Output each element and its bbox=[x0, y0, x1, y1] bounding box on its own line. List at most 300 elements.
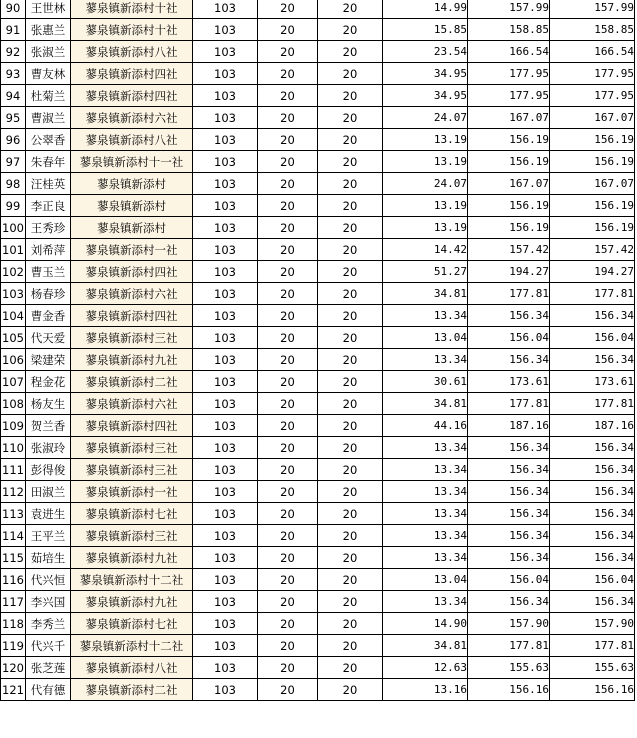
name-cell[interactable]: 朱春年 bbox=[26, 151, 71, 173]
amount-cell[interactable]: 13.34 bbox=[383, 525, 468, 547]
value-cell-1[interactable]: 103 bbox=[193, 85, 258, 107]
name-cell[interactable]: 杨春珍 bbox=[26, 283, 71, 305]
value-cell-2[interactable]: 20 bbox=[258, 19, 318, 41]
value-cell-1[interactable]: 103 bbox=[193, 107, 258, 129]
value-cell-3[interactable]: 20 bbox=[318, 151, 383, 173]
subtotal-cell[interactable]: 157.99 bbox=[468, 0, 550, 19]
value-cell-1[interactable]: 103 bbox=[193, 305, 258, 327]
value-cell-3[interactable]: 20 bbox=[318, 657, 383, 679]
total-cell[interactable]: 177.81 bbox=[550, 635, 635, 657]
subtotal-cell[interactable]: 157.90 bbox=[468, 613, 550, 635]
total-cell[interactable]: 158.85 bbox=[550, 19, 635, 41]
name-cell[interactable]: 代兴千 bbox=[26, 635, 71, 657]
value-cell-1[interactable]: 103 bbox=[193, 393, 258, 415]
subtotal-cell[interactable]: 177.81 bbox=[468, 393, 550, 415]
amount-cell[interactable]: 13.34 bbox=[383, 547, 468, 569]
value-cell-1[interactable]: 103 bbox=[193, 481, 258, 503]
total-cell[interactable]: 156.34 bbox=[550, 437, 635, 459]
amount-cell[interactable]: 34.95 bbox=[383, 85, 468, 107]
value-cell-1[interactable]: 103 bbox=[193, 217, 258, 239]
value-cell-1[interactable]: 103 bbox=[193, 679, 258, 701]
row-number-cell[interactable]: 107 bbox=[1, 371, 26, 393]
value-cell-1[interactable]: 103 bbox=[193, 283, 258, 305]
subtotal-cell[interactable]: 167.07 bbox=[468, 173, 550, 195]
row-number-cell[interactable]: 121 bbox=[1, 679, 26, 701]
row-number-cell[interactable]: 120 bbox=[1, 657, 26, 679]
value-cell-3[interactable]: 20 bbox=[318, 305, 383, 327]
name-cell[interactable]: 张惠兰 bbox=[26, 19, 71, 41]
name-cell[interactable]: 公翠香 bbox=[26, 129, 71, 151]
row-number-cell[interactable]: 109 bbox=[1, 415, 26, 437]
address-cell[interactable]: 蓼泉镇新添村三社 bbox=[71, 459, 193, 481]
subtotal-cell[interactable]: 177.95 bbox=[468, 63, 550, 85]
value-cell-1[interactable]: 103 bbox=[193, 569, 258, 591]
total-cell[interactable]: 156.34 bbox=[550, 525, 635, 547]
row-number-cell[interactable]: 112 bbox=[1, 481, 26, 503]
value-cell-2[interactable]: 20 bbox=[258, 173, 318, 195]
subtotal-cell[interactable]: 156.34 bbox=[468, 305, 550, 327]
value-cell-3[interactable]: 20 bbox=[318, 437, 383, 459]
value-cell-1[interactable]: 103 bbox=[193, 327, 258, 349]
value-cell-2[interactable]: 20 bbox=[258, 393, 318, 415]
amount-cell[interactable]: 13.16 bbox=[383, 679, 468, 701]
address-cell[interactable]: 蓼泉镇新添村二社 bbox=[71, 371, 193, 393]
total-cell[interactable]: 156.34 bbox=[550, 591, 635, 613]
value-cell-3[interactable]: 20 bbox=[318, 129, 383, 151]
row-number-cell[interactable]: 103 bbox=[1, 283, 26, 305]
row-number-cell[interactable]: 108 bbox=[1, 393, 26, 415]
value-cell-1[interactable]: 103 bbox=[193, 63, 258, 85]
table-row bbox=[1, 151, 635, 173]
value-cell-2[interactable]: 20 bbox=[258, 63, 318, 85]
address-cell[interactable]: 蓼泉镇新添村七社 bbox=[71, 613, 193, 635]
value-cell-3[interactable]: 20 bbox=[318, 679, 383, 701]
amount-cell[interactable]: 51.27 bbox=[383, 261, 468, 283]
value-cell-3[interactable]: 20 bbox=[318, 239, 383, 261]
row-number-cell[interactable]: 115 bbox=[1, 547, 26, 569]
subtotal-cell[interactable]: 177.81 bbox=[468, 635, 550, 657]
name-cell[interactable]: 茹培生 bbox=[26, 547, 71, 569]
row-number-cell[interactable]: 100 bbox=[1, 217, 26, 239]
table-row bbox=[1, 261, 635, 283]
row-number-cell[interactable]: 119 bbox=[1, 635, 26, 657]
name-cell[interactable]: 王平兰 bbox=[26, 525, 71, 547]
value-cell-2[interactable]: 20 bbox=[258, 349, 318, 371]
name-cell[interactable]: 贺兰香 bbox=[26, 415, 71, 437]
value-cell-2[interactable]: 20 bbox=[258, 107, 318, 129]
address-cell[interactable]: 蓼泉镇新添村二社 bbox=[71, 679, 193, 701]
address-cell[interactable]: 蓼泉镇新添村三社 bbox=[71, 525, 193, 547]
row-number-cell[interactable]: 91 bbox=[1, 19, 26, 41]
subtotal-cell[interactable]: 167.07 bbox=[468, 107, 550, 129]
subtotal-cell[interactable]: 156.19 bbox=[468, 151, 550, 173]
total-cell[interactable]: 177.95 bbox=[550, 85, 635, 107]
subtotal-cell[interactable]: 156.34 bbox=[468, 525, 550, 547]
row-number-cell[interactable]: 92 bbox=[1, 41, 26, 63]
table-row bbox=[1, 349, 635, 371]
subtotal-cell[interactable]: 156.34 bbox=[468, 349, 550, 371]
value-cell-2[interactable]: 20 bbox=[258, 305, 318, 327]
amount-cell[interactable]: 13.34 bbox=[383, 503, 468, 525]
value-cell-2[interactable]: 20 bbox=[258, 437, 318, 459]
amount-cell[interactable]: 15.85 bbox=[383, 19, 468, 41]
value-cell-1[interactable]: 103 bbox=[193, 129, 258, 151]
total-cell[interactable]: 156.34 bbox=[550, 547, 635, 569]
value-cell-3[interactable]: 20 bbox=[318, 261, 383, 283]
subtotal-cell[interactable]: 156.19 bbox=[468, 217, 550, 239]
value-cell-3[interactable]: 20 bbox=[318, 107, 383, 129]
total-cell[interactable]: 177.95 bbox=[550, 63, 635, 85]
value-cell-1[interactable]: 103 bbox=[193, 261, 258, 283]
total-cell[interactable]: 156.19 bbox=[550, 195, 635, 217]
address-cell[interactable]: 蓼泉镇新添村九社 bbox=[71, 349, 193, 371]
amount-cell[interactable]: 13.19 bbox=[383, 195, 468, 217]
name-cell[interactable]: 程金花 bbox=[26, 371, 71, 393]
value-cell-3[interactable]: 20 bbox=[318, 591, 383, 613]
amount-cell[interactable]: 23.54 bbox=[383, 41, 468, 63]
row-number-cell[interactable]: 90 bbox=[1, 0, 26, 19]
address-cell[interactable]: 蓼泉镇新添村九社 bbox=[71, 547, 193, 569]
row-number-cell[interactable]: 93 bbox=[1, 63, 26, 85]
value-cell-2[interactable]: 20 bbox=[258, 239, 318, 261]
amount-cell[interactable]: 13.34 bbox=[383, 459, 468, 481]
value-cell-2[interactable]: 20 bbox=[258, 613, 318, 635]
total-cell[interactable]: 157.42 bbox=[550, 239, 635, 261]
value-cell-2[interactable]: 20 bbox=[258, 547, 318, 569]
value-cell-1[interactable]: 103 bbox=[193, 151, 258, 173]
value-cell-1[interactable]: 103 bbox=[193, 437, 258, 459]
name-cell[interactable]: 杨友生 bbox=[26, 393, 71, 415]
value-cell-1[interactable]: 103 bbox=[193, 635, 258, 657]
total-cell[interactable]: 156.16 bbox=[550, 679, 635, 701]
value-cell-3[interactable]: 20 bbox=[318, 371, 383, 393]
value-cell-2[interactable]: 20 bbox=[258, 41, 318, 63]
table-row bbox=[1, 85, 635, 107]
name-cell[interactable]: 曹金香 bbox=[26, 305, 71, 327]
total-cell[interactable]: 194.27 bbox=[550, 261, 635, 283]
amount-cell[interactable]: 13.34 bbox=[383, 305, 468, 327]
address-cell[interactable]: 蓼泉镇新添村八社 bbox=[71, 41, 193, 63]
total-cell[interactable]: 156.34 bbox=[550, 481, 635, 503]
total-cell[interactable]: 177.81 bbox=[550, 283, 635, 305]
value-cell-1[interactable]: 103 bbox=[193, 547, 258, 569]
value-cell-3[interactable]: 20 bbox=[318, 85, 383, 107]
value-cell-1[interactable]: 103 bbox=[193, 19, 258, 41]
row-number-cell[interactable]: 114 bbox=[1, 525, 26, 547]
subtotal-cell[interactable]: 156.04 bbox=[468, 327, 550, 349]
subtotal-cell[interactable]: 155.63 bbox=[468, 657, 550, 679]
amount-cell[interactable]: 24.07 bbox=[383, 173, 468, 195]
row-number-cell[interactable]: 105 bbox=[1, 327, 26, 349]
amount-cell[interactable]: 34.81 bbox=[383, 283, 468, 305]
value-cell-2[interactable]: 20 bbox=[258, 217, 318, 239]
address-cell[interactable]: 蓼泉镇新添村七社 bbox=[71, 503, 193, 525]
address-cell[interactable]: 蓼泉镇新添村 bbox=[71, 173, 193, 195]
amount-cell[interactable]: 24.07 bbox=[383, 107, 468, 129]
value-cell-1[interactable]: 103 bbox=[193, 415, 258, 437]
value-cell-3[interactable]: 20 bbox=[318, 393, 383, 415]
table-row bbox=[1, 107, 635, 129]
amount-cell[interactable]: 13.34 bbox=[383, 591, 468, 613]
total-cell[interactable]: 156.34 bbox=[550, 349, 635, 371]
total-cell[interactable]: 156.19 bbox=[550, 129, 635, 151]
value-cell-3[interactable]: 20 bbox=[318, 459, 383, 481]
amount-cell[interactable]: 13.04 bbox=[383, 327, 468, 349]
value-cell-3[interactable]: 20 bbox=[318, 173, 383, 195]
total-cell[interactable]: 157.99 bbox=[550, 0, 635, 19]
row-number-cell[interactable]: 96 bbox=[1, 129, 26, 151]
total-cell[interactable]: 156.34 bbox=[550, 459, 635, 481]
name-cell[interactable]: 代兴恒 bbox=[26, 569, 71, 591]
subtotal-cell[interactable]: 187.16 bbox=[468, 415, 550, 437]
value-cell-3[interactable]: 20 bbox=[318, 613, 383, 635]
amount-cell[interactable]: 13.34 bbox=[383, 481, 468, 503]
name-cell[interactable]: 代天爱 bbox=[26, 327, 71, 349]
value-cell-1[interactable]: 103 bbox=[193, 459, 258, 481]
value-cell-1[interactable]: 103 bbox=[193, 195, 258, 217]
subtotal-cell[interactable]: 156.34 bbox=[468, 547, 550, 569]
table-row bbox=[1, 239, 635, 261]
value-cell-3[interactable]: 20 bbox=[318, 525, 383, 547]
value-cell-3[interactable]: 20 bbox=[318, 503, 383, 525]
row-number-cell[interactable]: 110 bbox=[1, 437, 26, 459]
row-number-cell[interactable]: 102 bbox=[1, 261, 26, 283]
value-cell-1[interactable]: 103 bbox=[193, 525, 258, 547]
value-cell-1[interactable]: 103 bbox=[193, 613, 258, 635]
name-cell[interactable]: 曹友林 bbox=[26, 63, 71, 85]
name-cell[interactable]: 李兴国 bbox=[26, 591, 71, 613]
amount-cell[interactable]: 13.19 bbox=[383, 217, 468, 239]
value-cell-3[interactable]: 20 bbox=[318, 195, 383, 217]
subtotal-cell[interactable]: 156.34 bbox=[468, 437, 550, 459]
address-cell[interactable]: 蓼泉镇新添村六社 bbox=[71, 393, 193, 415]
value-cell-2[interactable]: 20 bbox=[258, 371, 318, 393]
table-row bbox=[1, 195, 635, 217]
subtotal-cell[interactable]: 156.34 bbox=[468, 503, 550, 525]
subtotal-cell[interactable]: 177.81 bbox=[468, 283, 550, 305]
value-cell-2[interactable]: 20 bbox=[258, 195, 318, 217]
subtotal-cell[interactable]: 156.34 bbox=[468, 481, 550, 503]
total-cell[interactable]: 156.19 bbox=[550, 217, 635, 239]
amount-cell[interactable]: 34.81 bbox=[383, 393, 468, 415]
name-cell[interactable]: 汪桂英 bbox=[26, 173, 71, 195]
value-cell-1[interactable]: 103 bbox=[193, 41, 258, 63]
address-cell[interactable]: 蓼泉镇新添村四社 bbox=[71, 415, 193, 437]
value-cell-3[interactable]: 20 bbox=[318, 283, 383, 305]
subtotal-cell[interactable]: 156.19 bbox=[468, 129, 550, 151]
value-cell-1[interactable]: 103 bbox=[193, 239, 258, 261]
name-cell[interactable]: 刘希萍 bbox=[26, 239, 71, 261]
value-cell-2[interactable]: 20 bbox=[258, 0, 318, 19]
total-cell[interactable]: 156.04 bbox=[550, 327, 635, 349]
name-cell[interactable]: 王世林 bbox=[26, 0, 71, 19]
total-cell[interactable]: 166.54 bbox=[550, 41, 635, 63]
value-cell-3[interactable]: 20 bbox=[318, 569, 383, 591]
name-cell[interactable]: 田淑兰 bbox=[26, 481, 71, 503]
address-cell[interactable]: 蓼泉镇新添村四社 bbox=[71, 305, 193, 327]
subtotal-cell[interactable]: 166.54 bbox=[468, 41, 550, 63]
amount-cell[interactable]: 34.95 bbox=[383, 63, 468, 85]
address-cell[interactable]: 蓼泉镇新添村十二社 bbox=[71, 635, 193, 657]
value-cell-2[interactable]: 20 bbox=[258, 85, 318, 107]
name-cell[interactable]: 曹淑兰 bbox=[26, 107, 71, 129]
address-cell[interactable]: 蓼泉镇新添村一社 bbox=[71, 239, 193, 261]
subtotal-cell[interactable]: 156.19 bbox=[468, 195, 550, 217]
value-cell-1[interactable]: 103 bbox=[193, 173, 258, 195]
value-cell-1[interactable]: 103 bbox=[193, 349, 258, 371]
amount-cell[interactable]: 44.16 bbox=[383, 415, 468, 437]
subtotal-cell[interactable]: 156.04 bbox=[468, 569, 550, 591]
name-cell[interactable]: 王秀珍 bbox=[26, 217, 71, 239]
address-cell[interactable]: 蓼泉镇新添村八社 bbox=[71, 129, 193, 151]
amount-cell[interactable]: 13.19 bbox=[383, 129, 468, 151]
name-cell[interactable]: 梁建荣 bbox=[26, 349, 71, 371]
subtotal-cell[interactable]: 158.85 bbox=[468, 19, 550, 41]
value-cell-3[interactable]: 20 bbox=[318, 349, 383, 371]
subtotal-cell[interactable]: 177.95 bbox=[468, 85, 550, 107]
name-cell[interactable]: 代有德 bbox=[26, 679, 71, 701]
address-cell[interactable]: 蓼泉镇新添村十社 bbox=[71, 0, 193, 19]
name-cell[interactable]: 彭得俊 bbox=[26, 459, 71, 481]
address-cell[interactable]: 蓼泉镇新添村六社 bbox=[71, 107, 193, 129]
table-body bbox=[1, 0, 635, 701]
value-cell-3[interactable]: 20 bbox=[318, 415, 383, 437]
total-cell[interactable]: 155.63 bbox=[550, 657, 635, 679]
total-cell[interactable]: 167.07 bbox=[550, 173, 635, 195]
row-number-cell[interactable]: 117 bbox=[1, 591, 26, 613]
amount-cell[interactable]: 13.19 bbox=[383, 151, 468, 173]
name-cell[interactable]: 曹玉兰 bbox=[26, 261, 71, 283]
address-cell[interactable]: 蓼泉镇新添村 bbox=[71, 217, 193, 239]
total-cell[interactable]: 157.90 bbox=[550, 613, 635, 635]
address-cell[interactable]: 蓼泉镇新添村三社 bbox=[71, 327, 193, 349]
value-cell-2[interactable]: 20 bbox=[258, 459, 318, 481]
amount-cell[interactable]: 12.63 bbox=[383, 657, 468, 679]
row-number-cell[interactable]: 113 bbox=[1, 503, 26, 525]
value-cell-3[interactable]: 20 bbox=[318, 217, 383, 239]
row-number-cell[interactable]: 116 bbox=[1, 569, 26, 591]
row-number-cell[interactable]: 97 bbox=[1, 151, 26, 173]
total-cell[interactable]: 187.16 bbox=[550, 415, 635, 437]
total-cell[interactable]: 167.07 bbox=[550, 107, 635, 129]
total-cell[interactable]: 156.04 bbox=[550, 569, 635, 591]
address-cell[interactable]: 蓼泉镇新添村十二社 bbox=[71, 569, 193, 591]
amount-cell[interactable]: 13.34 bbox=[383, 349, 468, 371]
address-cell[interactable]: 蓼泉镇新添村四社 bbox=[71, 261, 193, 283]
name-cell[interactable]: 张淑兰 bbox=[26, 41, 71, 63]
value-cell-2[interactable]: 20 bbox=[258, 657, 318, 679]
row-number-cell[interactable]: 104 bbox=[1, 305, 26, 327]
value-cell-2[interactable]: 20 bbox=[258, 261, 318, 283]
amount-cell[interactable]: 13.34 bbox=[383, 437, 468, 459]
value-cell-3[interactable]: 20 bbox=[318, 547, 383, 569]
table-row bbox=[1, 679, 635, 701]
address-cell[interactable]: 蓼泉镇新添村 bbox=[71, 195, 193, 217]
row-number-cell[interactable]: 111 bbox=[1, 459, 26, 481]
value-cell-3[interactable]: 20 bbox=[318, 41, 383, 63]
name-cell[interactable]: 张淑玲 bbox=[26, 437, 71, 459]
value-cell-2[interactable]: 20 bbox=[258, 569, 318, 591]
total-cell[interactable]: 156.34 bbox=[550, 503, 635, 525]
total-cell[interactable]: 156.34 bbox=[550, 305, 635, 327]
amount-cell[interactable]: 14.42 bbox=[383, 239, 468, 261]
value-cell-2[interactable]: 20 bbox=[258, 635, 318, 657]
address-cell[interactable]: 蓼泉镇新添村六社 bbox=[71, 283, 193, 305]
name-cell[interactable]: 李秀兰 bbox=[26, 613, 71, 635]
value-cell-3[interactable]: 20 bbox=[318, 635, 383, 657]
value-cell-2[interactable]: 20 bbox=[258, 415, 318, 437]
subtotal-cell[interactable]: 194.27 bbox=[468, 261, 550, 283]
row-number-cell[interactable]: 118 bbox=[1, 613, 26, 635]
name-cell[interactable]: 袁进生 bbox=[26, 503, 71, 525]
address-cell[interactable]: 蓼泉镇新添村四社 bbox=[71, 63, 193, 85]
row-number-cell[interactable]: 101 bbox=[1, 239, 26, 261]
table-row bbox=[1, 217, 635, 239]
subtotal-cell[interactable]: 156.34 bbox=[468, 459, 550, 481]
value-cell-1[interactable]: 103 bbox=[193, 657, 258, 679]
name-cell[interactable]: 杜菊兰 bbox=[26, 85, 71, 107]
value-cell-1[interactable]: 103 bbox=[193, 0, 258, 19]
amount-cell[interactable]: 30.61 bbox=[383, 371, 468, 393]
row-number-cell[interactable]: 94 bbox=[1, 85, 26, 107]
row-number-cell[interactable]: 98 bbox=[1, 173, 26, 195]
value-cell-1[interactable]: 103 bbox=[193, 503, 258, 525]
subtotal-cell[interactable]: 157.42 bbox=[468, 239, 550, 261]
value-cell-2[interactable]: 20 bbox=[258, 525, 318, 547]
row-number-cell[interactable]: 99 bbox=[1, 195, 26, 217]
amount-cell[interactable]: 14.99 bbox=[383, 0, 468, 19]
value-cell-2[interactable]: 20 bbox=[258, 481, 318, 503]
value-cell-2[interactable]: 20 bbox=[258, 151, 318, 173]
amount-cell[interactable]: 13.04 bbox=[383, 569, 468, 591]
value-cell-2[interactable]: 20 bbox=[258, 503, 318, 525]
amount-cell[interactable]: 34.81 bbox=[383, 635, 468, 657]
amount-cell[interactable]: 14.90 bbox=[383, 613, 468, 635]
total-cell[interactable]: 177.81 bbox=[550, 393, 635, 415]
value-cell-3[interactable]: 20 bbox=[318, 0, 383, 19]
value-cell-3[interactable]: 20 bbox=[318, 481, 383, 503]
address-cell[interactable]: 蓼泉镇新添村一社 bbox=[71, 481, 193, 503]
row-number-cell[interactable]: 95 bbox=[1, 107, 26, 129]
address-cell[interactable]: 蓼泉镇新添村十一社 bbox=[71, 151, 193, 173]
address-cell[interactable]: 蓼泉镇新添村九社 bbox=[71, 591, 193, 613]
value-cell-1[interactable]: 103 bbox=[193, 591, 258, 613]
value-cell-3[interactable]: 20 bbox=[318, 19, 383, 41]
table-row bbox=[1, 63, 635, 85]
name-cell[interactable]: 李正良 bbox=[26, 195, 71, 217]
value-cell-2[interactable]: 20 bbox=[258, 129, 318, 151]
value-cell-2[interactable]: 20 bbox=[258, 283, 318, 305]
total-cell[interactable]: 173.61 bbox=[550, 371, 635, 393]
address-cell[interactable]: 蓼泉镇新添村三社 bbox=[71, 437, 193, 459]
table-row bbox=[1, 0, 635, 19]
row-number-cell[interactable]: 106 bbox=[1, 349, 26, 371]
value-cell-1[interactable]: 103 bbox=[193, 371, 258, 393]
subtotal-cell[interactable]: 173.61 bbox=[468, 371, 550, 393]
value-cell-2[interactable]: 20 bbox=[258, 591, 318, 613]
value-cell-3[interactable]: 20 bbox=[318, 327, 383, 349]
subtotal-cell[interactable]: 156.16 bbox=[468, 679, 550, 701]
value-cell-2[interactable]: 20 bbox=[258, 679, 318, 701]
total-cell[interactable]: 156.19 bbox=[550, 151, 635, 173]
subtotal-cell[interactable]: 156.34 bbox=[468, 591, 550, 613]
address-cell[interactable]: 蓼泉镇新添村十社 bbox=[71, 19, 193, 41]
address-cell[interactable]: 蓼泉镇新添村八社 bbox=[71, 657, 193, 679]
value-cell-3[interactable]: 20 bbox=[318, 63, 383, 85]
value-cell-2[interactable]: 20 bbox=[258, 327, 318, 349]
name-cell[interactable]: 张芝莲 bbox=[26, 657, 71, 679]
address-cell[interactable]: 蓼泉镇新添村四社 bbox=[71, 85, 193, 107]
